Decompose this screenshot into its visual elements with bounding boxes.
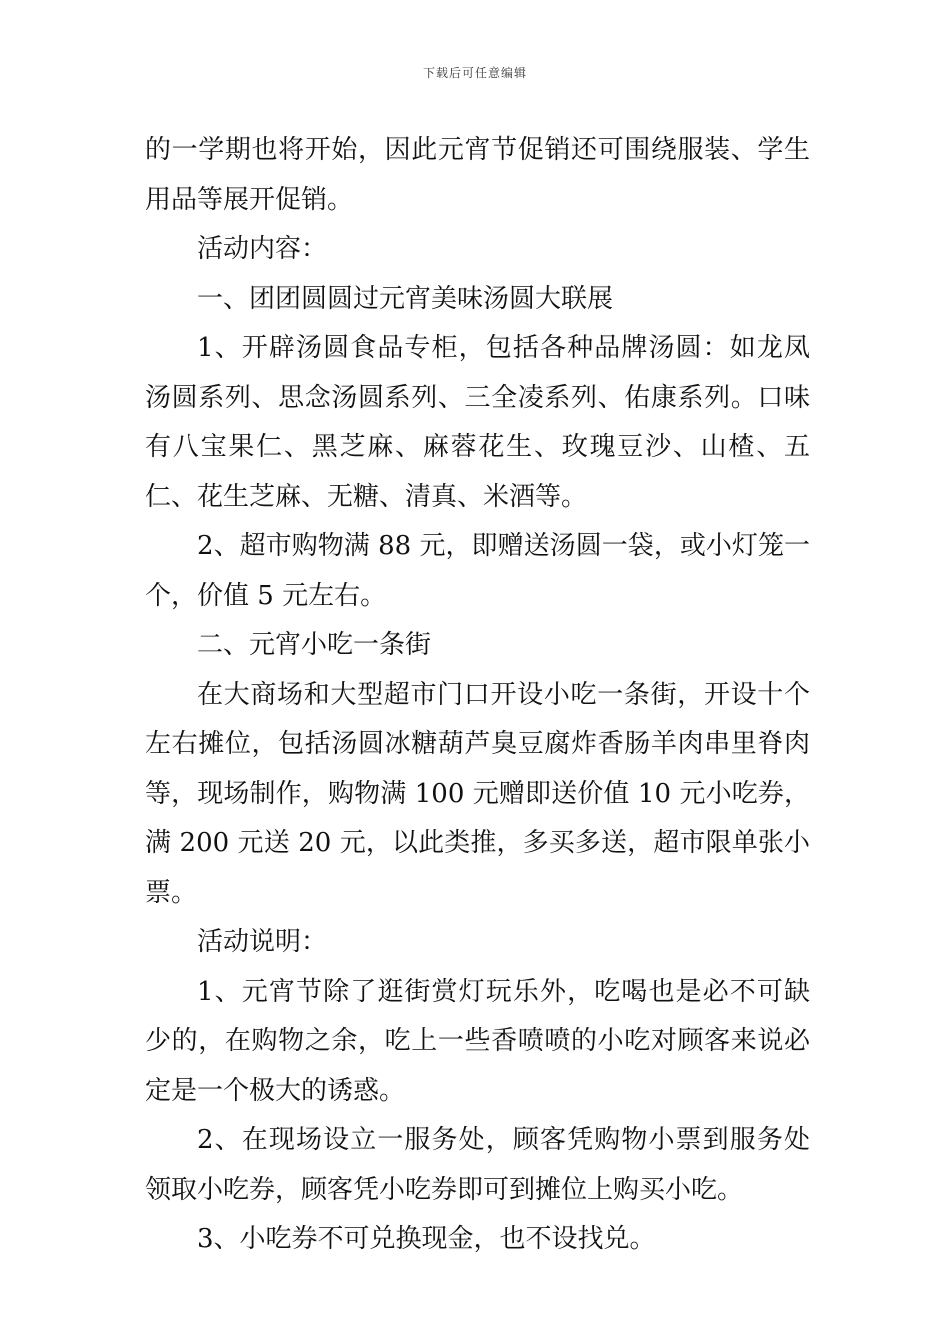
note-item-1: 1、元宵节除了逛街赏灯玩乐外，吃喝也是必不可缺少的，在购物之余，吃上一些香喷喷的小吃对顾客来说必定是一个极大的诱惑。 [145,976,810,1106]
heading-activity-content: 活动内容： [197,234,328,264]
section-heading-one: 一、团团圆圆过元宵美味汤圆大联展 [197,283,614,314]
paragraph-continuation: 的一学期也将开始，因此元宵节促销还可围绕服装、学生用品等展开促销。 [145,135,810,215]
heading-activity-notes: 活动说明： [197,927,328,957]
document-body [145,126,810,1265]
list-item-1: 1、开辟汤圆食品专柜，包括各种品牌汤圆：如龙凤汤圆系列、思念汤圆系列、三全凌系列、佑康系列。口味有八宝果仁、黑芝麻、麻蓉花生、玫瑰豆沙、山楂、五仁、花生芝麻、无糖、清真、米酒等。 [145,333,810,512]
paragraph-snack-street: 在大商场和大型超市门口开设小吃一条街，开设十个左右摊位，包括汤圆冰糖葫芦臭豆腐炸香肠羊肉串里脊肉等，现场制作，购物满 100 元赠即送价值 10 元小吃券，满 200 元送 20 元，以此类推，多买多送，超市限单张小票。 [145,679,810,908]
note-item-2: 2、在现场设立一服务处，顾客凭购物小票到服务处领取小吃券，顾客凭小吃券即可到摊位上购买小吃。 [145,1125,810,1205]
page-header-note: 下载后可任意编辑 [422,66,527,80]
section-heading-two: 二、元宵小吃一条街 [197,630,432,660]
note-item-3: 3、小吃券不可兑换现金，也不设找兑。 [197,1224,656,1254]
list-item-2: 2、超市购物满 88 元，即赠送汤圆一袋，或小灯笼一个，价值 5 元左右。 [145,531,810,611]
